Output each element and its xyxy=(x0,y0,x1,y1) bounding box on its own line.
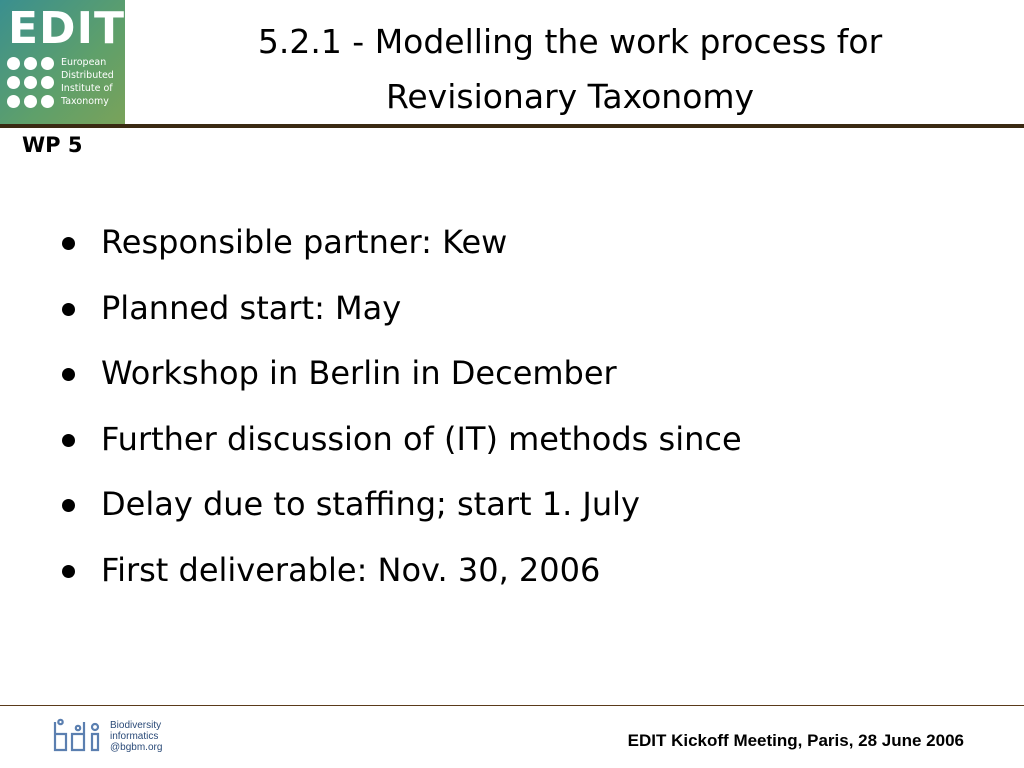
bullet-item xyxy=(58,474,742,540)
edit-logo-line: European xyxy=(61,57,107,68)
bdi-logo xyxy=(52,718,182,758)
bdi-mark-icon xyxy=(52,718,108,754)
edit-logo xyxy=(0,0,125,125)
bullet-dot-icon xyxy=(62,303,75,316)
bullet-dot-icon xyxy=(62,499,75,512)
edit-logo-word: EDIT xyxy=(8,3,125,54)
bullet-dot-icon xyxy=(62,565,75,578)
bullet-item xyxy=(58,278,742,344)
bullet-dot-icon xyxy=(62,368,75,381)
footer-text: EDIT Kickoff Meeting, Paris, 28 June 2006 xyxy=(627,731,964,750)
bullet-text: Further discussion of (IT) methods since xyxy=(101,419,742,458)
bullet-text: Responsible partner: Kew xyxy=(101,223,508,261)
bullet-dot-icon xyxy=(62,237,75,250)
bullet-text: Delay due to staffing; start 1. July xyxy=(101,485,640,523)
bullet-item xyxy=(58,212,742,278)
edit-logo-line: Institute of xyxy=(61,83,113,94)
slide-title-line-2: Revisionary Taxonomy xyxy=(385,77,755,116)
edit-logo-line: Taxonomy xyxy=(61,96,109,107)
edit-logo-subtitle xyxy=(61,56,114,108)
bullet-dot-icon xyxy=(62,434,75,447)
bullet-item xyxy=(58,343,742,409)
bullet-text: First deliverable: Nov. 30, 2006 xyxy=(101,550,601,589)
bullet-text: Planned start: May xyxy=(101,288,402,327)
header-divider xyxy=(0,124,1024,128)
bdi-logo-line: informatics xyxy=(110,731,159,742)
section-label: WP 5 xyxy=(22,133,83,157)
bdi-logo-text xyxy=(110,720,162,753)
bdi-logo-line: @bgbm.org xyxy=(110,742,163,753)
slide-title-line-1: 5.2.1 - Modelling the work process for xyxy=(257,22,883,61)
bullet-item xyxy=(58,540,742,606)
bullet-list xyxy=(58,212,742,605)
bdi-mark-text: bdi xyxy=(100,752,102,753)
bullet-text: Workshop in Berlin in December xyxy=(101,354,617,392)
slide-title xyxy=(170,14,970,124)
footer-divider xyxy=(0,705,1024,706)
edit-logo-line: Distributed xyxy=(61,70,114,81)
bdi-logo-line: Biodiversity xyxy=(110,720,162,731)
bullet-item xyxy=(58,409,742,475)
